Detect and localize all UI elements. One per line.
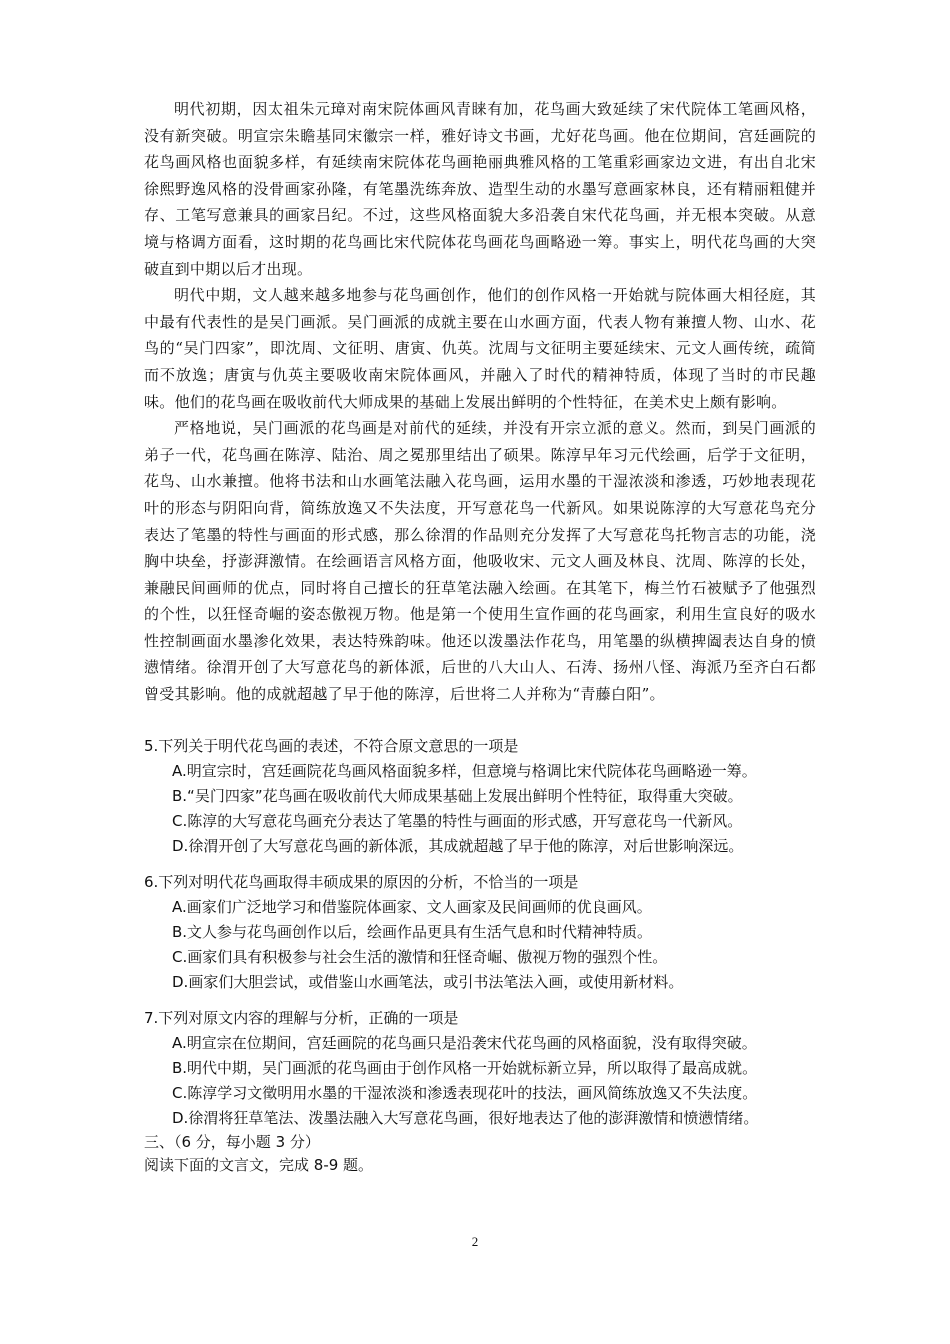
question-5-option-b: B.“吴门四家”花鸟画在吸收前代大师成果基础上发展出鲜明个性特征，取得重大突破。 — [172, 787, 743, 805]
question-6-stem: 6.下列对明代花鸟画取得丰硕成果的原因的分析，不恰当的一项是 — [144, 873, 579, 891]
page-number: 2 — [471, 1234, 479, 1249]
question-6-option-b: B.文人参与花鸟画创作以后，绘画作品更具有生活气息和时代精神特质。 — [172, 923, 653, 941]
question-5-option-a: A.明宣宗时，宫廷画院花鸟画风格面貌多样，但意境与格调比宋代院体花鸟画略逊一筹。 — [172, 762, 757, 780]
reading-passage — [144, 96, 816, 708]
question-7 — [144, 1006, 824, 1131]
question-5-option-c: C.陈淳的大写意花鸟画充分表达了笔墨的特性与画面的形式感，开写意花鸟一代新风。 — [172, 812, 743, 830]
question-7-option-a: A.明宣宗在位期间，宫廷画院的花鸟画只是沿袭宋代花鸟画的风格面貌，没有取得突破。 — [172, 1034, 757, 1052]
section-instruction: 阅读下面的文言文，完成 8-9 题。 — [144, 1156, 374, 1174]
question-6 — [144, 870, 824, 995]
question-7-stem: 7.下列对原文内容的理解与分析，正确的一项是 — [144, 1009, 459, 1027]
question-6-option-a: A.画家们广泛地学习和借鉴院体画家、文人画家及民间画师的优良画风。 — [172, 898, 652, 916]
question-5 — [144, 734, 824, 859]
question-7-option-c: C.陈淳学习文徵明用水墨的干湿浓淡和渗透表现花叶的技法，画风简练放逸又不失法度。 — [172, 1084, 758, 1102]
question-6-option-c: C.画家们具有积极参与社会生活的激情和狂怪奇崛、傲视万物的强烈个性。 — [172, 948, 668, 966]
question-6-option-d: D.画家们大胆尝试，或借鉴山水画笔法，或引书法笔法入画，或使用新材料。 — [172, 973, 684, 991]
passage-paragraph-3: 严格地说，吴门画派的花鸟画是对前代的延续，并没有开宗立派的意义。然而，到吴门画派的弟子一代，花鸟画在陈淳、陆治、周之冕那里结出了硕果。陈淳早年习元代绘画，后学于文征明，花鸟、山水兼擅。他将书法和山水画笔法融入花鸟画，运用水墨的干湿浓淡和渗透，巧妙地表现花叶的形态与阴阳向背，简练放逸又不失法度，开写意花鸟一代新风。如果说陈淳的大写意花鸟充分表达了笔墨的特性与画面的形式感，那么徐渭的作品则充分发挥了大写意花鸟托物言志的功能，浇胸中块垒，抒澎湃激情。在绘画语言风格方面，他吸收宋、元文人画及林良、沈周、陈淳的长处，兼融民间画师的优点，同时将自己擅长的狂草笔法融入绘画。在其笔下，梅兰竹石被赋予了他强烈的个性，以狂怪奇崛的姿态傲视万物。他是第一个使用生宣作画的花鸟画家，利用生宣良好的吸水性控制画面水墨渗化效果，表达特殊韵味。他还以泼墨法作花鸟，用笔墨的纵横捭阖表达自身的愤懑情绪。徐渭开创了大写意花鸟的新体派，后世的八大山人、石涛、扬州八怪、海派乃至齐白石都曾受其影响。他的成就超越了早于他的陈淳，后世将二人并称为“青藤白阳”。 — [144, 419, 816, 704]
question-7-option-d: D.徐渭将狂草笔法、泼墨法融入大写意花鸟画，很好地表达了他的澎湃激情和愤懑情绪。 — [172, 1109, 759, 1127]
question-5-option-d: D.徐渭开创了大写意花鸟画的新体派，其成就超越了早于他的陈淳，对后世影响深远。 — [172, 837, 744, 855]
question-list — [144, 734, 824, 1177]
question-5-stem: 5.下列关于明代花鸟画的表述，不符合原文意思的一项是 — [144, 737, 519, 755]
passage-paragraph-1: 明代初期，因太祖朱元璋对南宋院体画风青睐有加，花鸟画大致延续了宋代院体工笔画风格，没有新突破。明宣宗朱瞻基同宋徽宗一样，雅好诗文书画，尤好花鸟画。他在位期间，宫廷画院的花鸟画风格也面貌多样，有延续南宋院体花鸟画艳丽典雅风格的工笔重彩画家边文进，有出自北宋徐熙野逸风格的没骨画家孙隆，有笔墨洗练奔放、造型生动的水墨写意画家林良，还有精丽粗健并存、工笔写意兼具的画家吕纪。不过，这些风格面貌大多沿袭自宋代花鸟画，并无根本突破。从意境与格调方面看，这时期的花鸟画比宋代院体花鸟画花鸟画略逊一筹。事实上，明代花鸟画的大突破直到中期以后才出现。 — [144, 100, 816, 278]
question-7-option-b: B.明代中期，吴门画派的花鸟画由于创作风格一开始就标新立异，所以取得了最高成就。 — [172, 1059, 758, 1077]
section-heading: 三、（6 分，每小题 3 分） — [144, 1133, 320, 1151]
passage-paragraph-2: 明代中期，文人越来越多地参与花鸟画创作，他们的创作风格一开始就与院体画大相径庭，其中最有代表性的是吴门画派。吴门画派的成就主要在山水画方面，代表人物有兼擅人物、山水、花鸟的“吴门四家”，即沈周、文征明、唐寅、仇英。沈周与文征明主要延续宋、元文人画传统，疏简而不放逸；唐寅与仇英主要吸收南宋院体画风，并融入了时代的精神特质，体现了当时的市民趣味。他们的花鸟画在吸收前代大师成果的基础上发展出鲜明的个性特征，在美术史上颇有影响。 — [144, 286, 816, 411]
